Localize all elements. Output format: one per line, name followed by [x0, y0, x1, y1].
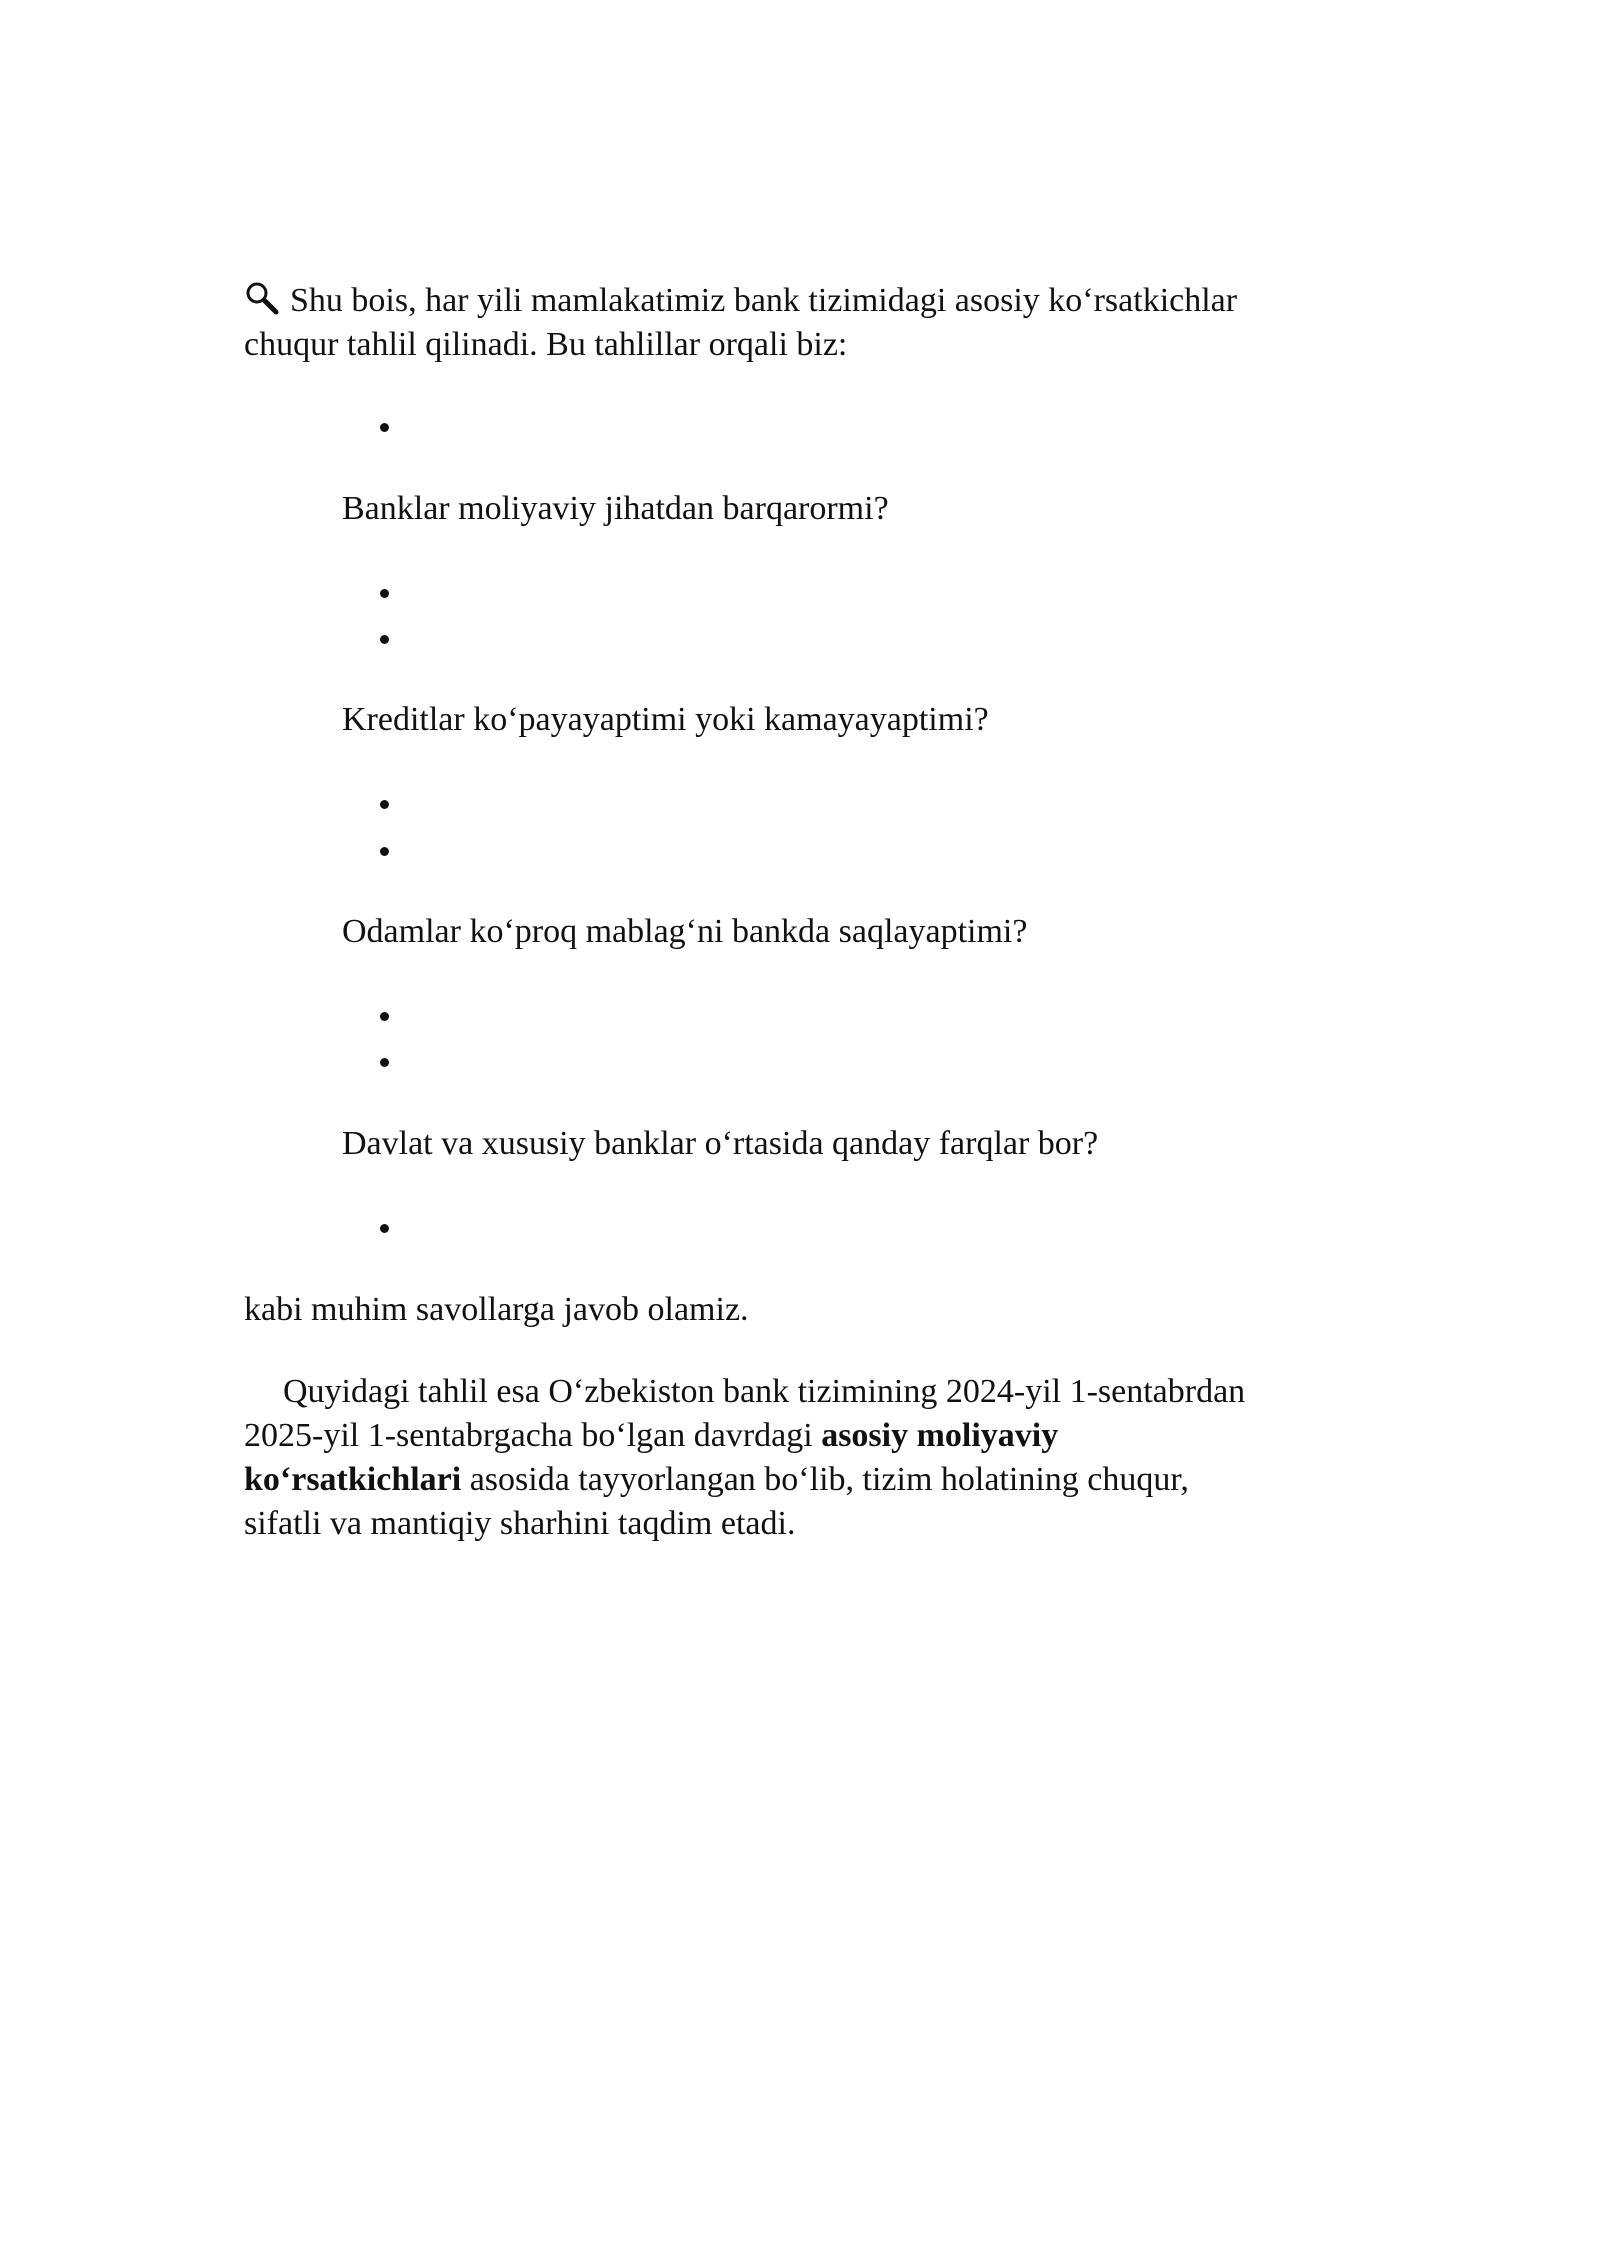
list-bullet — [380, 1012, 389, 1021]
list-bullet — [380, 847, 389, 856]
list-bullet — [380, 423, 389, 432]
intro-line-2: chuqur tahlil qilinadi. Bu tahlillar orqali biz: — [244, 326, 848, 363]
analysis-emphasis: ko‘rsatkichlari — [244, 1461, 462, 1498]
analysis-line-4: sifatli va mantiqiy sharhini taqdim etadi. — [244, 1505, 796, 1542]
question-item: Davlat va xususiy banklar o‘rtasida qanday farqlar bor? — [342, 1125, 1099, 1162]
analysis-text: 2025-yil 1-sentabrgacha bo‘lgan davrdagi — [244, 1417, 822, 1454]
list-bullet — [380, 635, 389, 644]
analysis-line-3 — [244, 1458, 1189, 1502]
list-bullet — [380, 1224, 389, 1233]
question-item: Kreditlar ko‘payayaptimi yoki kamayayaptimi? — [342, 701, 989, 738]
list-bullet — [380, 1058, 389, 1067]
conclusion-text: kabi muhim savollarga javob olamiz. — [244, 1291, 749, 1328]
analysis-line-2 — [244, 1414, 1058, 1458]
question-item: Odamlar ko‘proq mablag‘ni bankda saqlayaptimi? — [342, 913, 1028, 950]
list-bullet — [380, 589, 389, 598]
question-item: Banklar moliyaviy jihatdan barqarormi? — [342, 490, 889, 527]
magnifier-icon — [244, 280, 280, 316]
analysis-line-1: Quyidagi tahlil esa O‘zbekiston bank tizimining 2024-yil 1-sentabrdan — [283, 1373, 1246, 1410]
intro-line-1: Shu bois, har yili mamlakatimiz bank tizimidagi asosiy ko‘rsatkichlar — [290, 282, 1238, 319]
analysis-text: asosida tayyorlangan bo‘lib, tizim holatining chuqur, — [461, 1461, 1189, 1498]
list-bullet — [380, 800, 389, 809]
analysis-emphasis: asosiy moliyaviy — [821, 1417, 1059, 1454]
